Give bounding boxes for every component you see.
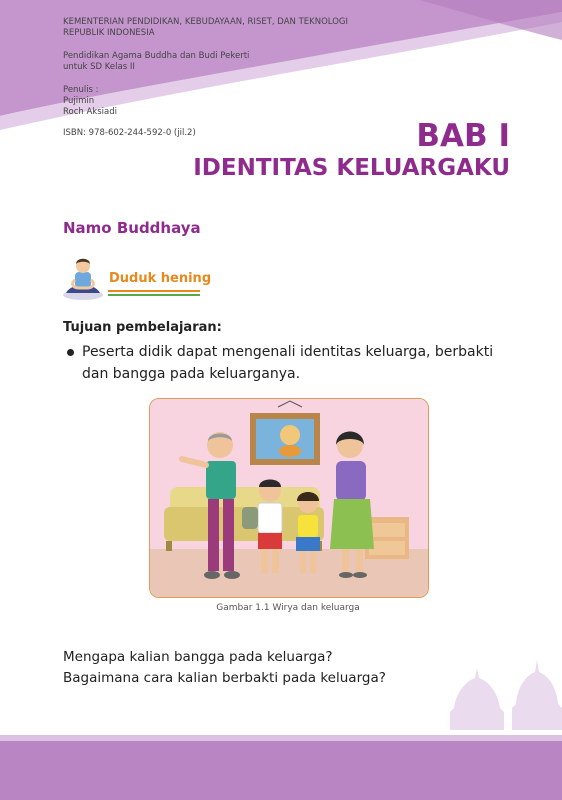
isbn: ISBN: 978-602-244-592-0 (jil.2)	[63, 128, 196, 138]
book-title-line-1: Pendidikan Agama Buddha dan Budi Pekerti	[63, 51, 250, 61]
chapter-title: IDENTITAS KELUARGAKU	[193, 155, 510, 181]
authors-block	[63, 85, 117, 118]
ministry-line-2: REPUBLIK INDONESIA	[63, 28, 155, 38]
book-title-line-2: untuk SD Kelas II	[63, 62, 135, 72]
figure-caption: Gambar 1.1 Wirya dan keluarga	[216, 603, 360, 613]
question-2: Bagaimana cara kalian berbakti pada keluarga?	[63, 670, 386, 686]
greeting-heading: Namo Buddhaya	[63, 219, 201, 237]
book-title	[63, 51, 249, 73]
author-name-1: Pujimin	[63, 96, 95, 106]
footer-band	[0, 741, 562, 800]
bullet-icon	[67, 349, 74, 356]
family-illustration	[149, 398, 429, 598]
activity-underline-green	[108, 294, 200, 296]
objective-item: Peserta didik dapat mengenali identitas keluarga, berbakti dan bangga pada keluarganya.	[82, 344, 494, 382]
author-name-2: Roch Aksiadi	[63, 107, 117, 117]
author-label: Penulis :	[63, 85, 99, 95]
ministry-name	[63, 17, 348, 39]
activity-underline-orange	[108, 290, 200, 292]
meditating-child-icon	[60, 253, 106, 301]
stupa-icon	[450, 668, 504, 730]
objectives-heading: Tujuan pembelajaran:	[63, 320, 222, 335]
stupa-icon-2	[512, 660, 562, 730]
chapter-number: BAB I	[416, 118, 510, 154]
ministry-line-1: KEMENTERIAN PENDIDIKAN, KEBUDAYAAN, RISET, DAN TEKNOLOGI	[63, 17, 348, 27]
question-1: Mengapa kalian bangga pada keluarga?	[63, 649, 333, 665]
activity-label: Duduk hening	[109, 271, 212, 286]
